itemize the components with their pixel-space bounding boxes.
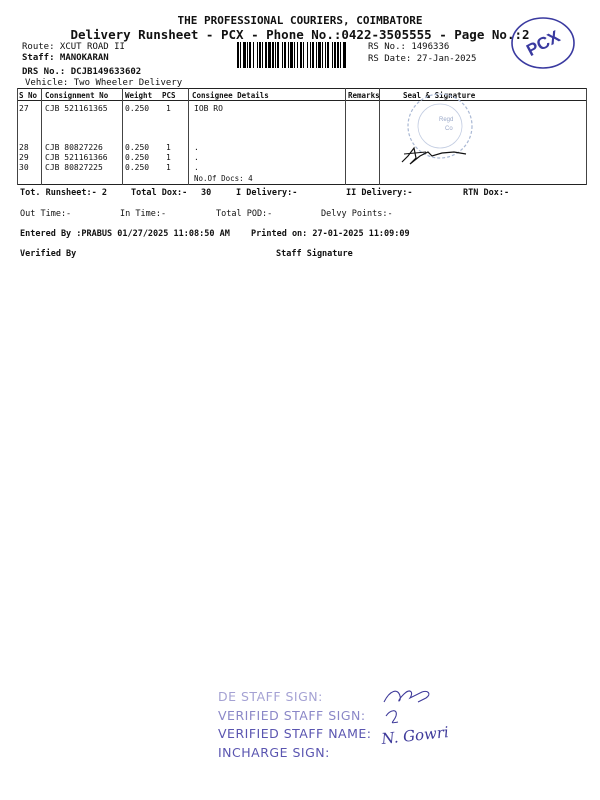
printed-on: Printed on: 27-01-2025 11:09:09 xyxy=(251,229,410,239)
barcode-bar xyxy=(265,42,267,68)
table-cell-weight: 0.250 xyxy=(125,153,150,162)
col-seal: Seal & Signature xyxy=(403,91,476,100)
staff-label: Staff: MANOKARAN xyxy=(22,53,109,63)
handwritten-name: N. Gowri xyxy=(380,723,450,748)
table-cell-pcs: 1 xyxy=(166,163,171,172)
barcode-bar xyxy=(332,42,333,68)
barcode-bar xyxy=(237,42,239,68)
seal-text-regd: Regd xyxy=(439,117,454,123)
table-cell-consignee: . xyxy=(194,153,199,162)
delvy-points: Delvy Points:- xyxy=(321,209,393,219)
seal-text-co: Co xyxy=(445,126,453,132)
barcode-bar xyxy=(307,42,308,68)
barcode-bar xyxy=(318,42,321,68)
barcode-bar xyxy=(253,42,254,68)
barcode-bar xyxy=(240,42,241,68)
rs-number: RS No.: 1496336 xyxy=(368,42,450,52)
rs-date: RS Date: 27-Jan-2025 xyxy=(368,54,477,64)
entered-by: Entered By :PRABUS 01/27/2025 11:08:50 AM xyxy=(20,229,230,239)
barcode-bar xyxy=(300,42,302,68)
table-cell-consignee: IOB RO xyxy=(194,104,223,113)
barcode-bar xyxy=(277,42,279,68)
barcode-bar xyxy=(322,42,323,68)
total-pod: Total POD:- xyxy=(216,209,273,219)
table-cell-sno: 28 xyxy=(19,143,29,152)
barcode-bar xyxy=(268,42,271,68)
barcode-bar xyxy=(294,42,295,68)
table-cell-weight: 0.250 xyxy=(125,163,150,172)
staff-sign-line: DE STAFF SIGN: xyxy=(218,689,323,704)
signature-scribble xyxy=(398,138,468,168)
drs-number: DRS No.: DCJB149633602 xyxy=(22,67,142,77)
verified-staff-name-line: VERIFIED STAFF NAME: xyxy=(218,726,372,741)
table-cell-weight: 0.250 xyxy=(125,104,150,113)
in-time: In Time:- xyxy=(120,209,167,219)
ii-delivery: II Delivery:- xyxy=(346,188,413,198)
barcode-bar xyxy=(272,42,274,68)
col-consignee: Consignee Details xyxy=(192,91,269,100)
total-dox-value: 30 xyxy=(201,188,212,198)
table-cell-sno: 30 xyxy=(19,163,29,172)
table-cell-weight: 0.250 xyxy=(125,143,150,152)
barcode-bar xyxy=(284,42,286,68)
table-cell-sno: 29 xyxy=(19,153,29,162)
barcode-bar xyxy=(310,42,311,68)
col-pcs: PCS xyxy=(162,91,176,100)
table-cell-pcs: 1 xyxy=(166,143,171,152)
table-cell-consignment: CJB 80827226 xyxy=(45,143,103,152)
barcode-bar xyxy=(275,42,276,68)
barcode-bar xyxy=(297,42,298,68)
barcode-bar xyxy=(340,42,341,68)
incharge-sign-line: INCHARGE SIGN: xyxy=(218,745,330,760)
tot-runsheet: Tot. Runsheet:- 2 xyxy=(20,188,107,198)
barcode-bar xyxy=(343,42,346,68)
table-cell-sno: 27 xyxy=(19,104,29,113)
no-of-docs: No.Of Docs: 4 xyxy=(194,174,253,183)
vehicle-label: Vehicle: Two Wheeler Delivery xyxy=(25,78,183,88)
barcode-bar xyxy=(259,42,261,68)
barcode-bar xyxy=(288,42,289,68)
barcode-bar xyxy=(337,42,339,68)
company-title: THE PROFESSIONAL COURIERS, COIMBATORE xyxy=(177,14,423,27)
col-sno: S No xyxy=(19,91,38,100)
table-cell-consignment: CJB 80827225 xyxy=(45,163,103,172)
barcode-bar xyxy=(247,42,248,68)
table-cell-consignee: . xyxy=(194,163,199,172)
table-cell-consignment: CJB 521161365 xyxy=(45,104,108,113)
total-dox-label: Total Dox:- xyxy=(131,188,188,198)
verified-staff-sign-line: VERIFIED STAFF SIGN: xyxy=(218,708,366,723)
barcode-bar xyxy=(316,42,317,68)
col-weight: Weight xyxy=(125,91,153,100)
table-cell-pcs: 1 xyxy=(166,104,171,113)
barcode-bar xyxy=(243,42,246,68)
verified-by: Verified By xyxy=(20,249,77,259)
barcode-bar xyxy=(327,42,329,68)
staff-signature: Staff Signature xyxy=(276,249,353,259)
barcode-bar xyxy=(325,42,326,68)
barcode-bar xyxy=(282,42,283,68)
pcx-stamp xyxy=(510,15,576,71)
table-cell-pcs: 1 xyxy=(166,153,171,162)
barcode-bar xyxy=(249,42,251,68)
col-remarks: Remarks xyxy=(348,91,380,100)
barcode-bar xyxy=(334,42,336,68)
route-label: Route: XCUT ROAD II xyxy=(22,42,125,52)
out-time: Out Time:- xyxy=(20,209,72,219)
barcode-bar xyxy=(290,42,293,68)
handwritten-signatures xyxy=(370,680,490,760)
barcode-bar xyxy=(303,42,304,68)
rtn-dox: RTN Dox:- xyxy=(463,188,510,198)
barcode-bar xyxy=(257,42,258,68)
runsheet-subtitle: Delivery Runsheet - PCX - Phone No.:0422-3505555 - Page No.:2 xyxy=(70,27,530,42)
col-consignment: Consignment No xyxy=(45,91,109,100)
runsheet-table xyxy=(17,88,587,185)
i-delivery: I Delivery:- xyxy=(236,188,298,198)
pcx-stamp-text: PCX xyxy=(523,26,564,61)
table-cell-consignment: CJB 521161366 xyxy=(45,153,108,162)
barcode-bar xyxy=(262,42,263,68)
barcode-image xyxy=(237,42,360,68)
barcode-bar xyxy=(312,42,314,68)
table-cell-consignee: . xyxy=(194,143,199,152)
